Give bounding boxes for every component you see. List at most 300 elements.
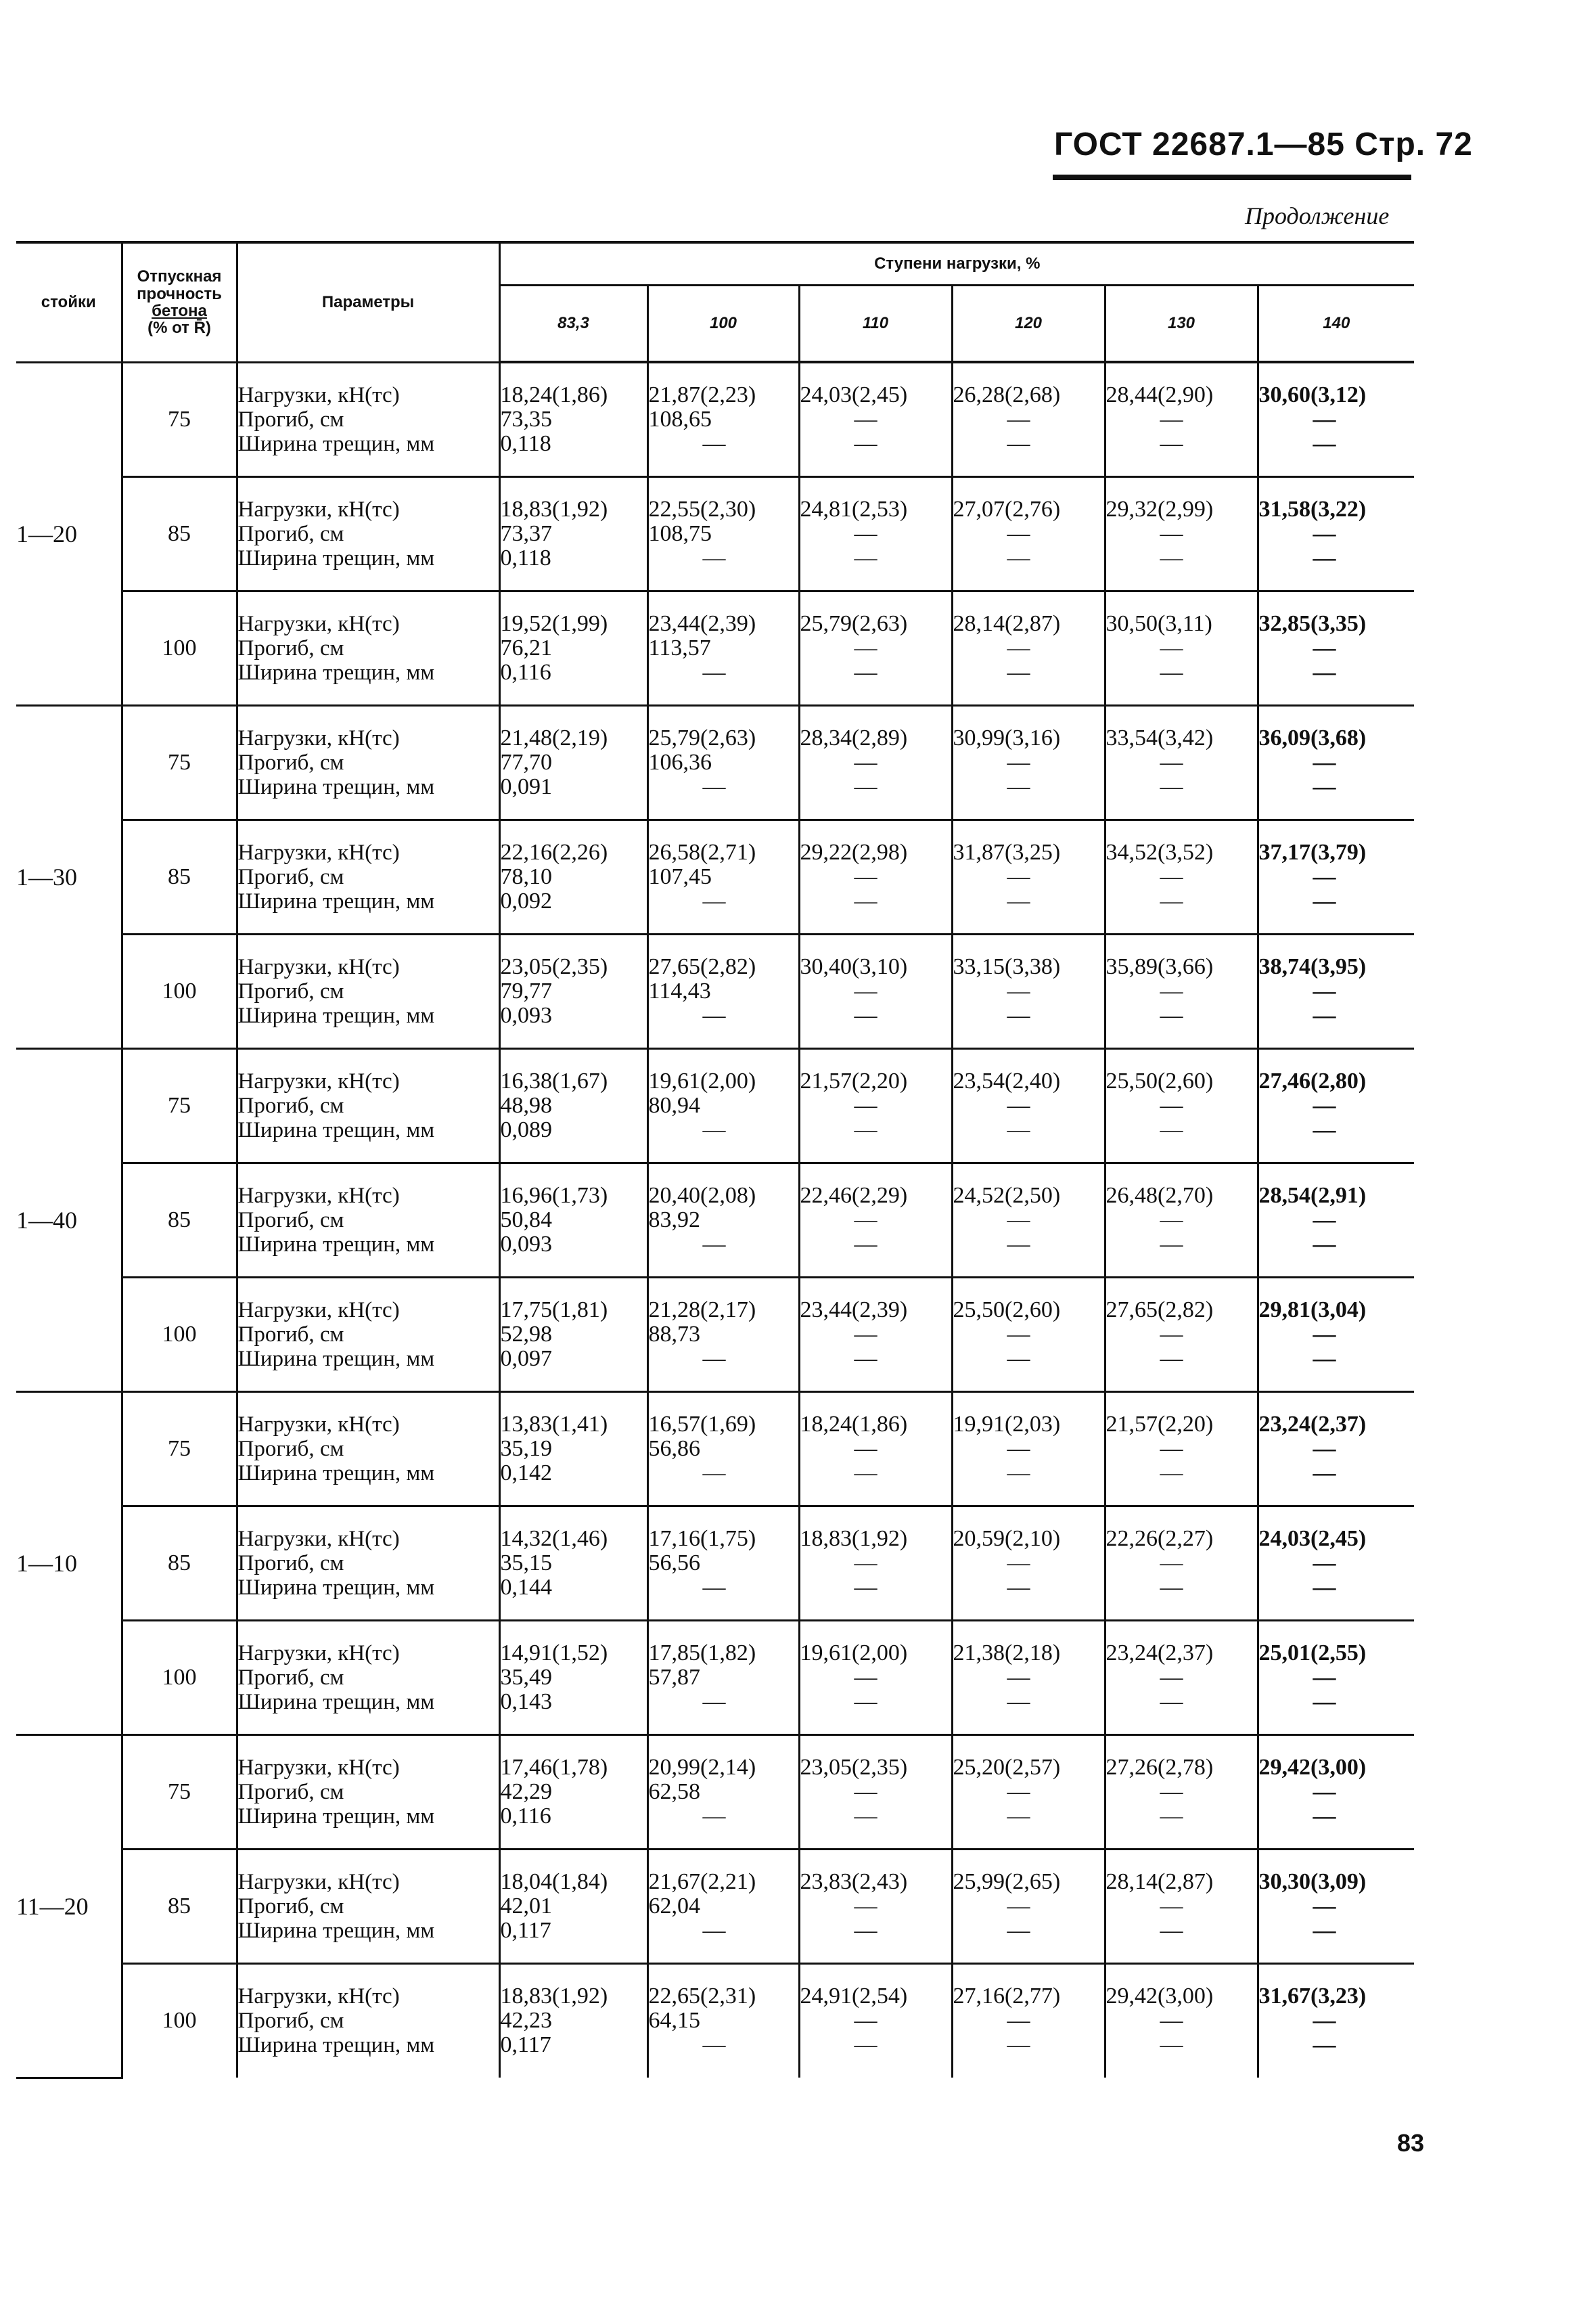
deflection-value: — <box>1007 1207 1030 1232</box>
crack-width-value: — <box>1313 659 1336 685</box>
deflection-value: — <box>1160 1321 1183 1347</box>
crack-width-value: 0,117 <box>500 2032 551 2058</box>
value-cell <box>1258 476 1414 591</box>
deflection-value: — <box>1007 635 1030 660</box>
value-cell <box>799 476 952 591</box>
load-value: 23,24(2,37) <box>1105 1640 1214 1665</box>
load-value: 37,17(3,79) <box>1258 839 1367 865</box>
load-value: 29,42(3,00) <box>1105 1984 1214 2009</box>
strength-value: 100 <box>122 1277 237 1391</box>
value-cell <box>952 705 1105 820</box>
load-value: 26,48(2,70) <box>1105 1182 1214 1208</box>
value-cell <box>499 1963 647 2078</box>
crack-width-value: — <box>1313 888 1336 914</box>
value-cell <box>647 820 799 934</box>
load-value: 23,24(2,37) <box>1258 1411 1367 1437</box>
table-row <box>16 476 1414 591</box>
param-label: Ширина трещин, мм <box>237 1689 435 1714</box>
stand-label: 1—40 <box>16 1048 122 1391</box>
load-value: 36,09(3,68) <box>1258 725 1367 751</box>
crack-width-value: — <box>1160 1002 1183 1028</box>
deflection-value: 50,84 <box>500 1207 552 1232</box>
value-cell <box>499 1734 647 1849</box>
value-cell <box>647 1620 799 1734</box>
param-label: Прогиб, см <box>237 1550 344 1575</box>
param-label: Прогиб, см <box>237 521 344 546</box>
deflection-value: — <box>854 1893 877 1919</box>
deflection-value: 107,45 <box>648 864 712 889</box>
load-value: 24,03(2,45) <box>1258 1525 1367 1551</box>
params-cell <box>237 1849 499 1963</box>
load-value: 31,87(3,25) <box>953 839 1061 865</box>
params-cell <box>237 1734 499 1849</box>
param-label: Прогиб, см <box>237 750 344 775</box>
crack-width-value: 0,118 <box>500 430 551 456</box>
deflection-value: 35,49 <box>500 1664 552 1690</box>
deflection-value: — <box>1313 635 1336 660</box>
header-step: 100 <box>647 286 799 363</box>
value-cell <box>799 1849 952 1963</box>
param-label: Ширина трещин, мм <box>237 660 435 685</box>
crack-width-value: — <box>854 1345 877 1371</box>
value-cell <box>647 1963 799 2078</box>
value-cell <box>499 934 647 1048</box>
deflection-value: — <box>1007 520 1030 546</box>
deflection-value: 35,15 <box>500 1550 552 1575</box>
load-value: 31,58(3,22) <box>1258 496 1367 522</box>
deflection-value: 83,92 <box>648 1207 700 1232</box>
value-cell <box>952 1163 1105 1277</box>
value-cell <box>1105 591 1258 705</box>
crack-width-value: — <box>1313 430 1336 456</box>
value-cell <box>1258 1277 1414 1391</box>
table-row <box>16 1849 1414 1963</box>
load-value: 17,75(1,81) <box>500 1297 608 1322</box>
deflection-value: — <box>1007 749 1030 775</box>
value-cell <box>647 1277 799 1391</box>
load-value: 18,04(1,84) <box>500 1868 608 1894</box>
deflection-value: 108,65 <box>648 406 712 432</box>
deflection-value: — <box>1007 1435 1030 1461</box>
load-value: 29,81(3,04) <box>1258 1297 1367 1322</box>
table-row <box>16 934 1414 1048</box>
value-cell <box>1258 1963 1414 2078</box>
load-value: 33,54(3,42) <box>1105 725 1214 751</box>
header-stands: стойки <box>16 242 122 362</box>
value-cell <box>499 362 647 476</box>
load-value: 25,79(2,63) <box>800 610 908 636</box>
deflection-value: — <box>854 1778 877 1804</box>
deflection-value: — <box>854 1664 877 1690</box>
load-value: 27,16(2,77) <box>953 1984 1061 2009</box>
deflection-value: 52,98 <box>500 1321 552 1347</box>
value-cell <box>1258 1620 1414 1734</box>
param-label: Нагрузки, кН(тс) <box>237 497 400 522</box>
load-value: 34,52(3,52) <box>1105 839 1214 865</box>
deflection-value: — <box>1007 406 1030 432</box>
crack-width-value: — <box>854 1917 877 1943</box>
value-cell <box>499 476 647 591</box>
table-row <box>16 1506 1414 1620</box>
load-value: 22,65(2,31) <box>648 1984 756 2009</box>
strength-value: 75 <box>122 362 237 476</box>
crack-width-value: — <box>1007 1345 1030 1371</box>
crack-width-value: — <box>1007 1574 1030 1600</box>
value-cell <box>499 1048 647 1163</box>
value-cell <box>799 1277 952 1391</box>
value-cell <box>499 1163 647 1277</box>
value-cell <box>499 1277 647 1391</box>
deflection-value: — <box>1313 1550 1336 1575</box>
value-cell <box>499 705 647 820</box>
load-value: 24,81(2,53) <box>800 496 908 522</box>
params-cell <box>237 1391 499 1506</box>
value-cell <box>952 476 1105 591</box>
params-cell <box>237 476 499 591</box>
crack-width-value: 0,116 <box>500 1803 551 1829</box>
table-body <box>16 362 1414 2078</box>
deflection-value: 42,01 <box>500 1893 552 1919</box>
load-value: 23,54(2,40) <box>953 1068 1061 1094</box>
continuation-label: Продолжение <box>1245 202 1390 229</box>
params-cell <box>237 1963 499 2078</box>
crack-width-value: 0,142 <box>500 1460 552 1485</box>
value-cell <box>499 1849 647 1963</box>
value-cell <box>1105 1277 1258 1391</box>
value-cell <box>1258 591 1414 705</box>
deflection-value: 76,21 <box>500 635 552 660</box>
table-row <box>16 1734 1414 1849</box>
deflection-value: 80,94 <box>648 1092 700 1118</box>
param-label: Нагрузки, кН(тс) <box>237 1640 400 1665</box>
strength-value: 100 <box>122 1963 237 2078</box>
crack-width-value: — <box>702 774 726 799</box>
deflection-value: — <box>1160 635 1183 660</box>
load-value: 19,91(2,03) <box>953 1411 1061 1437</box>
load-value: 35,89(3,66) <box>1105 954 1214 979</box>
value-cell <box>799 1391 952 1506</box>
value-cell <box>647 705 799 820</box>
param-label: Нагрузки, кН(тс) <box>237 382 400 407</box>
load-value: 21,57(2,20) <box>1105 1411 1214 1437</box>
params-cell <box>237 1506 499 1620</box>
value-cell <box>499 1391 647 1506</box>
crack-width-value: — <box>1313 774 1336 799</box>
load-value: 26,28(2,68) <box>953 382 1061 407</box>
value-cell <box>647 1048 799 1163</box>
crack-width-value: — <box>1313 1002 1336 1028</box>
crack-width-value: — <box>1313 1803 1336 1829</box>
load-value: 22,16(2,26) <box>500 839 608 865</box>
param-label: Ширина трещин, мм <box>237 1232 435 1257</box>
deflection-value: — <box>1313 1207 1336 1232</box>
strength-value: 100 <box>122 591 237 705</box>
param-label: Прогиб, см <box>237 1207 344 1232</box>
crack-width-value: — <box>702 1574 726 1600</box>
deflection-value: 35,19 <box>500 1435 552 1461</box>
crack-width-value: — <box>1160 1231 1183 1257</box>
crack-width-value: 0,092 <box>500 888 552 914</box>
crack-width-value: — <box>702 888 726 914</box>
table-row <box>16 1620 1414 1734</box>
load-value: 19,61(2,00) <box>800 1640 908 1665</box>
deflection-value: — <box>1007 2008 1030 2034</box>
value-cell <box>799 820 952 934</box>
params-cell <box>237 1163 499 1277</box>
crack-width-value: — <box>1160 888 1183 914</box>
value-cell <box>952 1849 1105 1963</box>
crack-width-value: — <box>1313 1345 1336 1371</box>
crack-width-value: — <box>1313 1231 1336 1257</box>
deflection-value: 64,15 <box>648 2008 700 2034</box>
crack-width-value: — <box>702 1688 726 1714</box>
value-cell <box>1258 1391 1414 1506</box>
param-label: Прогиб, см <box>237 864 344 889</box>
deflection-value: — <box>854 406 877 432</box>
param-label: Ширина трещин, мм <box>237 774 435 799</box>
param-label: Прогиб, см <box>237 1894 344 1919</box>
deflection-value: 114,43 <box>648 978 711 1004</box>
table-row <box>16 1963 1414 2078</box>
document-header: ГОСТ 22687.1—85 Стр. 72 <box>1054 127 1473 162</box>
crack-width-value: — <box>854 1231 877 1257</box>
load-value: 23,44(2,39) <box>648 610 756 636</box>
deflection-value: 56,86 <box>648 1435 700 1461</box>
value-cell <box>1105 1506 1258 1620</box>
crack-width-value: 0,117 <box>500 1917 551 1943</box>
deflection-value: — <box>1160 520 1183 546</box>
load-value: 16,96(1,73) <box>500 1182 608 1208</box>
crack-width-value: — <box>854 1002 877 1028</box>
crack-width-value: — <box>1313 1917 1336 1943</box>
deflection-value: 73,37 <box>500 520 552 546</box>
deflection-value: — <box>854 1435 877 1461</box>
crack-width-value: — <box>702 1117 726 1142</box>
deflection-value: — <box>854 749 877 775</box>
deflection-value: 62,58 <box>648 1778 700 1804</box>
load-value: 17,46(1,78) <box>500 1754 608 1780</box>
crack-width-value: — <box>1160 1917 1183 1943</box>
param-label: Ширина трещин, мм <box>237 1003 435 1028</box>
load-value: 19,61(2,00) <box>648 1068 756 1094</box>
deflection-value: — <box>1160 1092 1183 1118</box>
crack-width-value: — <box>1160 430 1183 456</box>
deflection-value: — <box>1007 864 1030 889</box>
header-step: 140 <box>1258 286 1414 363</box>
crack-width-value: — <box>1160 1460 1183 1485</box>
load-value: 28,54(2,91) <box>1258 1182 1367 1208</box>
header-strength-line3: бетона <box>152 301 207 320</box>
load-value: 27,65(2,82) <box>648 954 756 979</box>
stand-label: 11—20 <box>16 1734 122 2078</box>
crack-width-value: 0,097 <box>500 1345 552 1371</box>
load-value: 21,48(2,19) <box>500 725 608 751</box>
load-value: 21,57(2,20) <box>800 1068 908 1094</box>
deflection-value: — <box>1007 1321 1030 1347</box>
header-step: 83,3 <box>499 286 647 363</box>
value-cell <box>1258 1506 1414 1620</box>
params-cell <box>237 705 499 820</box>
deflection-value: — <box>1313 520 1336 546</box>
crack-width-value: — <box>702 1803 726 1829</box>
table-row <box>16 705 1414 820</box>
crack-width-value: — <box>1007 1803 1030 1829</box>
param-label: Нагрузки, кН(тс) <box>237 611 400 636</box>
crack-width-value: — <box>854 774 877 799</box>
stand-label: 1—10 <box>16 1391 122 1734</box>
load-value: 28,44(2,90) <box>1105 382 1214 407</box>
value-cell <box>647 362 799 476</box>
value-cell <box>647 476 799 591</box>
deflection-value: — <box>854 1550 877 1575</box>
crack-width-value: — <box>854 545 877 570</box>
value-cell <box>499 1620 647 1734</box>
value-cell <box>799 934 952 1048</box>
value-cell <box>952 1506 1105 1620</box>
deflection-value: — <box>854 520 877 546</box>
param-label: Ширина трещин, мм <box>237 545 435 570</box>
load-value: 25,99(2,65) <box>953 1868 1061 1894</box>
strength-value: 85 <box>122 476 237 591</box>
load-value: 20,40(2,08) <box>648 1182 756 1208</box>
crack-width-value: 0,093 <box>500 1231 552 1257</box>
param-label: Нагрузки, кН(тс) <box>237 1183 400 1208</box>
load-value: 27,26(2,78) <box>1105 1754 1214 1780</box>
param-label: Прогиб, см <box>237 635 344 660</box>
value-cell <box>799 591 952 705</box>
load-value: 20,59(2,10) <box>953 1525 1061 1551</box>
params-cell <box>237 934 499 1048</box>
crack-width-value: — <box>1313 1688 1336 1714</box>
load-value: 16,57(1,69) <box>648 1411 756 1437</box>
load-value: 18,83(1,92) <box>500 1984 608 2009</box>
param-label: Ширина трещин, мм <box>237 1804 435 1829</box>
value-cell <box>1258 820 1414 934</box>
deflection-value: — <box>854 1207 877 1232</box>
deflection-value: — <box>1313 749 1336 775</box>
deflection-value: — <box>1160 1893 1183 1919</box>
load-value: 17,85(1,82) <box>648 1640 756 1665</box>
crack-width-value: — <box>1007 430 1030 456</box>
value-cell <box>1258 1048 1414 1163</box>
load-value: 23,44(2,39) <box>800 1297 908 1322</box>
value-cell <box>1105 820 1258 934</box>
value-cell <box>1105 1163 1258 1277</box>
strength-value: 75 <box>122 1734 237 1849</box>
load-value: 30,50(3,11) <box>1105 610 1212 636</box>
param-label: Ширина трещин, мм <box>237 1575 435 1600</box>
deflection-value: — <box>1007 978 1030 1004</box>
param-label: Ширина трещин, мм <box>237 431 435 456</box>
value-cell <box>799 362 952 476</box>
crack-width-value: — <box>702 2032 726 2058</box>
stand-label: 1—20 <box>16 362 122 705</box>
crack-width-value: — <box>702 430 726 456</box>
param-label: Нагрузки, кН(тс) <box>237 1869 400 1894</box>
crack-width-value: — <box>1007 659 1030 685</box>
load-value: 27,46(2,80) <box>1258 1068 1367 1094</box>
stand-label: 1—30 <box>16 705 122 1048</box>
header-stages: Ступени нагрузки, % <box>499 242 1414 286</box>
crack-width-value: 0,118 <box>500 545 551 570</box>
deflection-value: — <box>854 1092 877 1118</box>
crack-width-value: 0,089 <box>500 1117 552 1142</box>
value-cell <box>1258 934 1414 1048</box>
value-cell <box>1105 362 1258 476</box>
value-cell <box>1105 1048 1258 1163</box>
deflection-value: — <box>1313 1321 1336 1347</box>
value-cell <box>952 591 1105 705</box>
value-cell <box>952 820 1105 934</box>
load-value: 24,91(2,54) <box>800 1984 908 2009</box>
header-step: 110 <box>799 286 952 363</box>
header-rule <box>1053 175 1411 180</box>
value-cell <box>952 1391 1105 1506</box>
deflection-value: — <box>1007 1664 1030 1690</box>
deflection-value: 42,29 <box>500 1778 552 1804</box>
table-row <box>16 1391 1414 1506</box>
value-cell <box>952 1963 1105 2078</box>
value-cell <box>1258 362 1414 476</box>
load-value: 22,46(2,29) <box>800 1182 908 1208</box>
load-value: 17,16(1,75) <box>648 1525 756 1551</box>
header-strength-line1: Отпускная <box>137 267 222 286</box>
crack-width-value: — <box>854 430 877 456</box>
value-cell <box>952 1620 1105 1734</box>
load-value: 18,83(1,92) <box>800 1525 908 1551</box>
value-cell <box>499 1506 647 1620</box>
crack-width-value: — <box>1007 1917 1030 1943</box>
load-value: 24,03(2,45) <box>800 382 908 407</box>
deflection-value: 106,36 <box>648 749 712 775</box>
deflection-value: — <box>854 2008 877 2034</box>
deflection-value: — <box>1160 749 1183 775</box>
deflection-value: — <box>1160 978 1183 1004</box>
param-label: Прогиб, см <box>237 1322 344 1347</box>
value-cell <box>799 1048 952 1163</box>
deflection-value: — <box>1160 1207 1183 1232</box>
param-label: Нагрузки, кН(тс) <box>237 725 400 751</box>
value-cell <box>1105 705 1258 820</box>
load-value: 21,67(2,21) <box>648 1868 756 1894</box>
crack-width-value: — <box>1007 774 1030 799</box>
value-cell <box>499 820 647 934</box>
crack-width-value: — <box>1007 2032 1030 2058</box>
param-label: Нагрузки, кН(тс) <box>237 1297 400 1322</box>
load-value: 30,99(3,16) <box>953 725 1061 751</box>
value-cell <box>1105 1620 1258 1734</box>
value-cell <box>647 934 799 1048</box>
crack-width-value: — <box>702 1002 726 1028</box>
crack-width-value: — <box>1313 545 1336 570</box>
value-cell <box>499 591 647 705</box>
load-value: 21,87(2,23) <box>648 382 756 407</box>
strength-value: 75 <box>122 705 237 820</box>
crack-width-value: — <box>1160 1574 1183 1600</box>
load-value: 18,24(1,86) <box>500 382 608 407</box>
param-label: Прогиб, см <box>237 1779 344 1804</box>
param-label: Ширина трещин, мм <box>237 2033 435 2058</box>
deflection-value: 77,70 <box>500 749 552 775</box>
value-cell <box>1258 1734 1414 1849</box>
value-cell <box>1105 1849 1258 1963</box>
strength-value: 100 <box>122 934 237 1048</box>
table-row <box>16 362 1414 476</box>
load-value: 28,14(2,87) <box>1105 1868 1214 1894</box>
value-cell <box>799 1506 952 1620</box>
table-row <box>16 820 1414 934</box>
crack-width-value: — <box>1007 1460 1030 1485</box>
